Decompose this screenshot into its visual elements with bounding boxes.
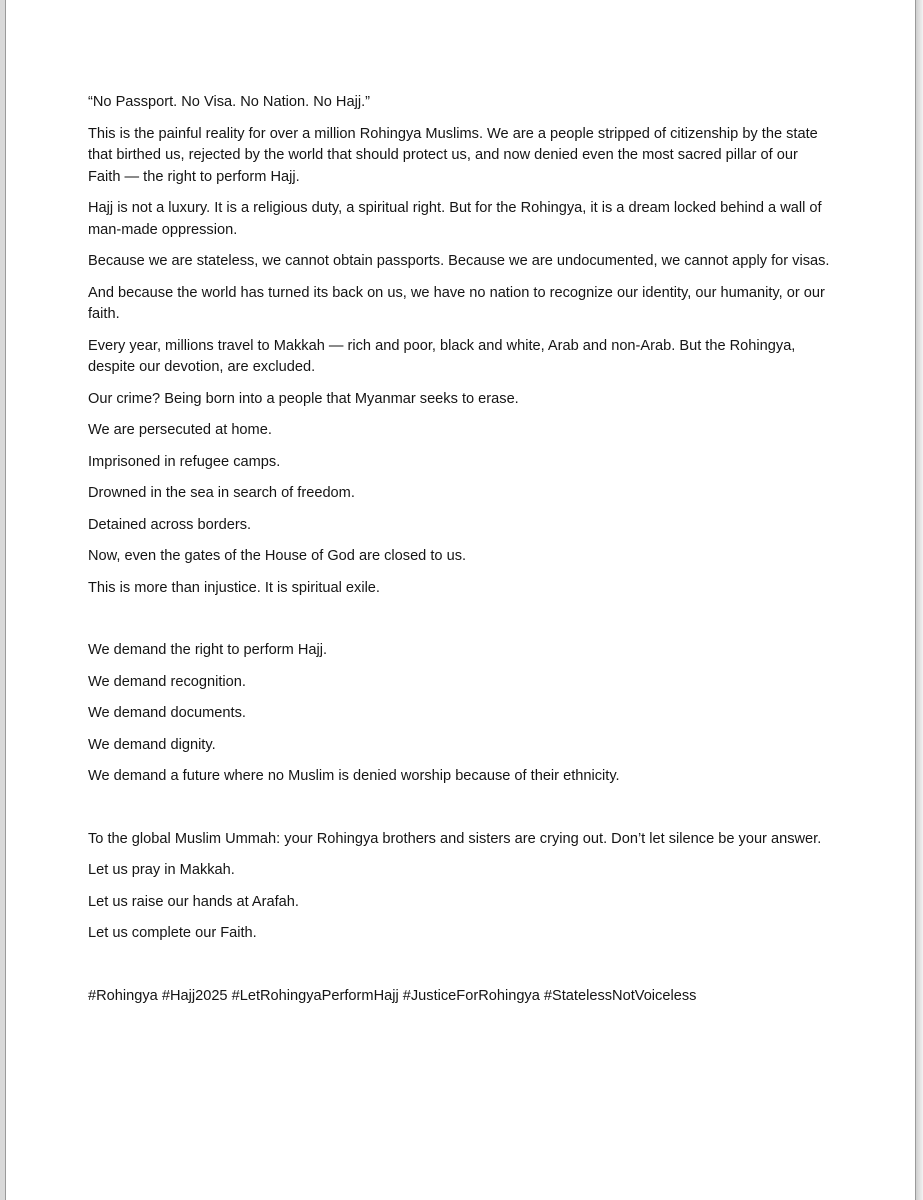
blank-line <box>88 609 833 640</box>
paragraph: Detained across borders. <box>88 516 252 533</box>
appeal-line: Let us complete our Faith. <box>88 925 257 941</box>
paragraph: Drowned in the sea in search of freedom. <box>88 485 355 501</box>
paragraph: Hajj is not a luxury. It is a religious duty, a spiritual right. But for the Rohingya, it is a dream locked behind a wall of man-made oppression. <box>88 200 822 238</box>
appeal-line: Let us raise our hands at Arafah. <box>88 893 299 910</box>
paragraph: Imprisoned in refugee camps. <box>88 453 281 470</box>
paragraph: Now, even the gates of the House of God are closed to us. <box>88 548 467 564</box>
paragraph: Because we are stateless, we cannot obtain passports. Because we are undocumented, we cannot apply for visas. <box>88 253 830 269</box>
paragraph: This is more than injustice. It is spiritual exile. <box>88 579 380 596</box>
demand-line: We demand the right to perform Hajj. <box>88 642 328 658</box>
demand-line: We demand documents. <box>88 705 246 721</box>
appeal-line: Let us pray in Makkah. <box>88 862 235 878</box>
paragraph: Every year, millions travel to Makkah — rich and poor, black and white, Arab and non-Arab. But the Rohingya, despite our devotion, are excluded. <box>88 337 796 375</box>
blank-line <box>88 798 833 829</box>
document-body <box>88 92 833 1017</box>
title-quote: “No Passport. No Visa. No Nation. No Hajj.” <box>88 94 370 110</box>
blank-line <box>88 955 833 986</box>
paragraph: This is the painful reality for over a million Rohingya Muslims. We are a people stripped of citizenship by the state that birthed us, rejected by the world that should protect us, and now denied even the most sacred pillar of our Faith — the right to perform Hajj. <box>88 125 818 185</box>
page-edge-shadow <box>916 0 923 1200</box>
appeal-line: To the global Muslim Ummah: your Rohingya brothers and sisters are crying out. Don’t let silence be your answer. <box>88 830 822 847</box>
paragraph: Our crime? Being born into a people that Myanmar seeks to erase. <box>88 390 519 407</box>
paragraph: And because the world has turned its back on us, we have no nation to recognize our identity, our humanity, or our faith. <box>88 284 825 322</box>
paragraph: We are persecuted at home. <box>88 422 272 438</box>
hashtags: #Rohingya #Hajj2025 #LetRohingyaPerformHajj #JusticeForRohingya #StatelessNotVoiceless <box>88 987 697 1004</box>
demand-line: We demand a future where no Muslim is denied worship because of their ethnicity. <box>88 768 620 784</box>
demand-line: We demand dignity. <box>88 736 216 753</box>
demand-line: We demand recognition. <box>88 673 246 690</box>
